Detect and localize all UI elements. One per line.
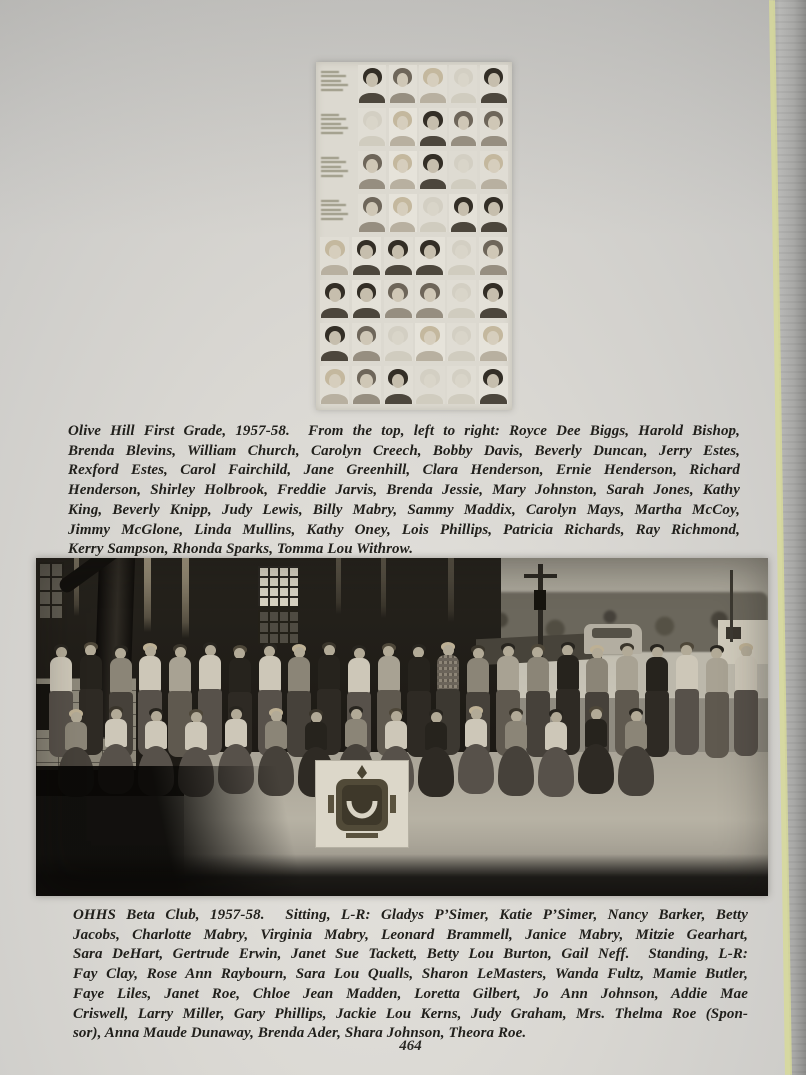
caption-line: Jacobs, Charlotte Mabry, Virginia Mabry, Leonard Brammell, Janice Mabry, Mitzie Gearhart, [73, 926, 748, 943]
portrait-photo [447, 237, 476, 275]
portrait-photo [419, 65, 447, 103]
portrait-row [319, 237, 509, 275]
portrait-photo [384, 237, 413, 275]
portrait-photo [389, 65, 417, 103]
caption-line: Criswell, Larry Miller, Gary Phillips, Jackie Lou Kerns, Judy Graham, Mrs. Thelma Roe (Spon- [73, 1005, 748, 1022]
portrait-photo [480, 194, 508, 232]
caption-line: sor), Anna Maude Dunaway, Brenda Ader, Shara Johnson, Theora Roe. [73, 1025, 527, 1042]
first-grade-caption [68, 422, 740, 560]
portrait-photo [352, 280, 381, 318]
portrait-photo [479, 323, 508, 361]
caption-line: OHHS Beta Club, 1957-58. Sitting, L-R: Gladys P’Simer, Katie P’Simer, Nancy Barker, Betty [73, 907, 748, 923]
tiny-name-strip [319, 194, 355, 232]
caption-line: Henderson, Shirley Holbrook, Freddie Jarvis, Brenda Jessie, Mary Johnston, Sarah Jones, Kathy [68, 482, 740, 499]
portrait-photo [389, 151, 417, 189]
portrait-photo [384, 280, 413, 318]
portrait-photo [358, 65, 386, 103]
portrait-photo [389, 194, 417, 232]
caption-line: Brenda Blevins, William Church, Carolyn Creech, Bobby Davis, Beverly Duncan, Jerry Estes, [68, 442, 740, 459]
tiny-name-strip [319, 65, 355, 103]
caption-line: Fay Clay, Rose Ann Raybourn, Sara Lou Qualls, Sharon LeMasters, Wanda Fultz, Mamie Butler, [73, 966, 748, 983]
portrait-photo [479, 280, 508, 318]
portrait-photo [449, 194, 477, 232]
caption-line: King, Beverly Knipp, Judy Lewis, Billy Mabry, Sammy Maddix, Carolyn Mays, Martha McCoy, [68, 501, 740, 518]
portrait-photo [480, 108, 508, 146]
portrait-photo [415, 366, 444, 404]
portrait-photo [449, 65, 477, 103]
portrait-photo [415, 280, 444, 318]
beta-club-caption [73, 906, 748, 1044]
portrait-row [319, 280, 509, 318]
portrait-photo [419, 108, 447, 146]
portrait-photo [419, 194, 447, 232]
portrait-photo [320, 366, 349, 404]
portrait-photo [447, 323, 476, 361]
portrait-photo [389, 108, 417, 146]
portrait-photo [419, 151, 447, 189]
portrait-photo [358, 194, 386, 232]
caption-line: Olive Hill First Grade, 1957-58. From the top, left to right: Royce Dee Biggs, Harold Bishop, [68, 423, 740, 439]
beta-club-group-photo [36, 558, 768, 896]
portrait-photo [479, 366, 508, 404]
first-grade-photo-montage [316, 62, 512, 410]
portrait-row [319, 151, 509, 189]
portrait-photo [352, 366, 381, 404]
tiny-name-strip [319, 151, 355, 189]
portrait-photo [415, 323, 444, 361]
portrait-photo [384, 366, 413, 404]
caption-line: Rexford Estes, Carol Fairchild, Jane Greenhill, Clara Henderson, Ernie Henderson, Richard [68, 462, 740, 479]
photo-vignette [36, 558, 768, 896]
portrait-row [319, 194, 509, 232]
portrait-row [319, 323, 509, 361]
portrait-photo [480, 65, 508, 103]
portrait-photo [449, 108, 477, 146]
portrait-photo [320, 323, 349, 361]
portrait-photo [352, 323, 381, 361]
portrait-photo [479, 237, 508, 275]
portrait-photo [384, 323, 413, 361]
portrait-photo [415, 237, 444, 275]
caption-line: Faye Liles, Janet Roe, Chloe Jean Madden, Loretta Gilbert, Jo Ann Johnson, Addie Mae [73, 985, 748, 1002]
portrait-photo [320, 280, 349, 318]
portrait-row [319, 65, 509, 103]
portrait-photo [352, 237, 381, 275]
caption-line: Jimmy McGlone, Linda Mullins, Kathy Oney, Lois Phillips, Patricia Richards, Ray Richmond, [68, 521, 740, 538]
caption-line: Kerry Sampson, Rhonda Sparks, Tomma Lou Withrow. [68, 541, 414, 558]
portrait-row [319, 108, 509, 146]
portrait-photo [358, 108, 386, 146]
page-number: 464 [399, 1038, 422, 1054]
caption-line: Sara DeHart, Gertrude Erwin, Janet Sue Tackett, Betty Lou Burton, Gail Neff. Standing, L-R: [73, 946, 748, 963]
tiny-name-strip [319, 108, 355, 146]
portrait-photo [358, 151, 386, 189]
portrait-photo [447, 280, 476, 318]
portrait-row [319, 366, 509, 404]
portrait-photo [320, 237, 349, 275]
portrait-photo [447, 366, 476, 404]
portrait-photo [449, 151, 477, 189]
portrait-photo [480, 151, 508, 189]
